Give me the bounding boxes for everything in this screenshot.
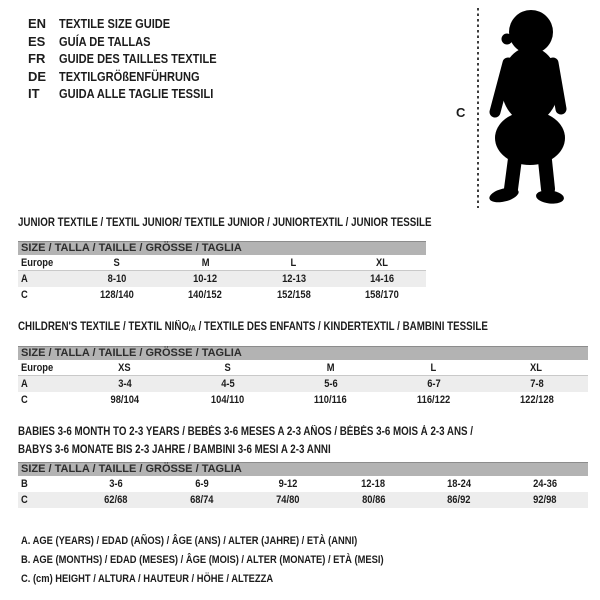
language-row-de — [28, 68, 244, 86]
language-label: TEXTILE SIZE GUIDE — [59, 16, 171, 31]
size-header-bar: SIZE / TALLA / TAILLE / GRÖSSE / TAGLIA — [18, 241, 426, 255]
language-code: ES — [28, 33, 46, 49]
legend-line-b: B. AGE (MONTHS) / EDAD (MESES) / ÂGE (MOIS) / ALTER (MONATE) / ETÀ (MESI) — [21, 554, 384, 566]
table-row-months: B 3-6 6-9 9-12 12-18 18-24 24-36 — [21, 478, 558, 490]
language-code: IT — [28, 86, 40, 101]
language-list — [28, 15, 244, 103]
children-size-table — [18, 346, 588, 408]
language-row-es — [28, 33, 244, 51]
table-row-age: A 8-10 10-12 12-13 14-16 — [18, 271, 426, 287]
language-code: FR — [28, 51, 46, 66]
language-label: GUÍA DE TALLAS — [59, 33, 151, 49]
language-code: EN — [28, 16, 47, 31]
height-measure-label: C — [456, 105, 466, 120]
baby-silhouette-icon — [487, 5, 597, 210]
table-row-height: C 128/140 140/152 152/158 158/170 — [21, 289, 399, 301]
children-section-title: CHILDREN'S TEXTILE / TEXTIL NIÑO/A / TEXTILE DES ENFANTS / KINDERTEXTIL / BAMBINI TESSILE — [18, 321, 488, 333]
table-row-europe: Europe S M L XL — [18, 255, 426, 271]
table-row-europe: Europe XS S M L XL — [18, 360, 588, 376]
language-label: GUIDE DES TAILLES TEXTILE — [59, 51, 217, 66]
table-row-height: C 62/68 68/74 74/80 80/86 86/92 92/98 — [18, 492, 588, 508]
measurement-legend — [21, 532, 448, 589]
table-row-height: C 98/104 104/110 110/116 116/122 122/128 — [21, 394, 554, 406]
language-code: DE — [28, 68, 47, 84]
language-label: GUIDA ALLE TAGLIE TESSILI — [59, 86, 214, 101]
legend-line-a: A. AGE (YEARS) / EDAD (AÑOS) / ÂGE (ANS) / ALTER (JAHRE) / ETÀ (ANNI) — [21, 535, 358, 547]
size-header-bar: SIZE / TALLA / TAILLE / GRÖSSE / TAGLIA — [18, 462, 588, 476]
table-row-age: A 3-4 4-5 5-6 6-7 7-8 — [18, 376, 588, 392]
size-header-bar: SIZE / TALLA / TAILLE / GRÖSSE / TAGLIA — [18, 346, 588, 360]
junior-section-title: JUNIOR TEXTILE / TEXTIL JUNIOR/ TEXTILE JUNIOR / JUNIORTEXTIL / JUNIOR TESSILE — [18, 217, 432, 229]
language-row-en — [28, 15, 244, 33]
babies-section-title: BABIES 3-6 MONTH TO 2-3 YEARS / BEBÉS 3-6 MESES A 2-3 AÑOS / BÉBÉS 3-6 MOIS À 2-3 ANS / BABYS 3-6 MONATE BIS 2-3 JAHRE / BAMBINI 3-6 MESI A 2-3 ANNI — [18, 426, 474, 456]
junior-size-table — [18, 241, 426, 303]
babies-size-table — [18, 462, 588, 508]
height-measure-dotted-line — [477, 8, 479, 208]
language-label: TEXTILGRÖßENFÜHRUNG — [59, 68, 200, 84]
legend-line-c: C. (cm) HEIGHT / ALTURA / HAUTEUR / HÖHE / ALTEZZA — [21, 573, 274, 585]
language-row-it — [28, 85, 244, 103]
language-row-fr — [28, 50, 244, 68]
